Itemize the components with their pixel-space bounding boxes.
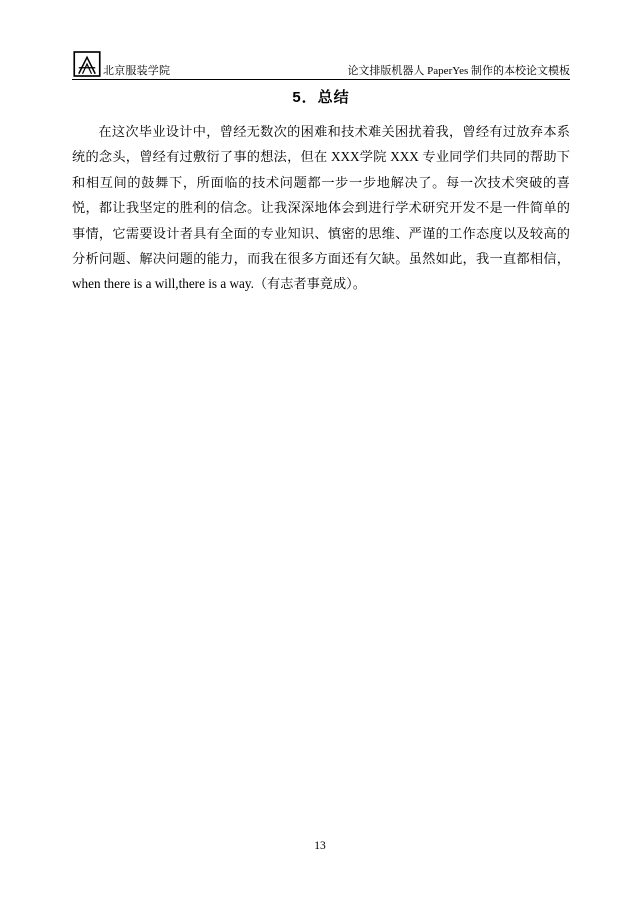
header-template-note: 论文排版机器人 PaperYes 制作的本校论文模板 [347,65,570,77]
header-divider [72,79,570,80]
header-institution-name: 北京服装学院 [103,65,171,77]
page-number: 13 [314,840,326,852]
chapter-title: 5．总结 [292,89,350,106]
header-brand [72,49,170,78]
body-paragraph: 在这次毕业设计中，曾经无数次的困难和技术难关困扰着我，曾经有过放弃本系统的念头，曾经有过敷衍了事的想法，但在 XXX学院 XXX 专业同学们共同的帮助下和相互间的鼓舞下，所面临的技术问题都一步一步地解决了。每一次技术突破的喜悦，都让我坚定的胜利的信念。让我深深地体会到进行学术研究开发不是一件简单的事情，它需要设计者具有全面的专业知识、慎密的思维、严谨的工作态度以及较高的分析问题、解决问题的能力，而我在很多方面还有欠缺。虽然如此，我一直都相信，when there is a will,there is a way.（有志者事竟成）。 [72,124,570,292]
bift-university-logo-icon [72,49,102,79]
page-header [72,44,570,80]
